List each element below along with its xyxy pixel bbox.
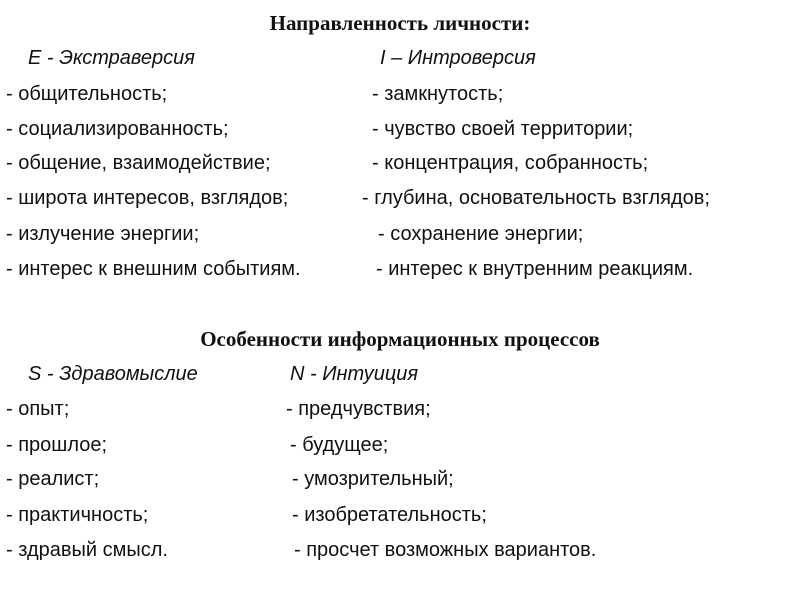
section1-left-item: - общение, взаимодействие; — [6, 152, 271, 174]
section2-left-item: - опыт; — [6, 398, 70, 420]
section1-left-header: E - Экстраверсия — [28, 47, 195, 69]
section2-right-item: - просчет возможных вариантов. — [294, 539, 597, 561]
section1-title: Направленность личности: — [269, 11, 531, 35]
section2-right-item: - изобретательность; — [292, 504, 487, 526]
section2-row — [0, 535, 800, 569]
section1-right-item: - замкнутость; — [372, 83, 504, 105]
section1-right-item: - концентрация, собранность; — [372, 152, 649, 174]
section2-title: Особенности информационных процессов — [200, 327, 600, 351]
section1-right-item: - глубина, основательность взглядов; — [362, 187, 710, 209]
section2-row — [0, 464, 800, 498]
section2-left-header: S - Здравомыслие — [28, 363, 198, 385]
section1-row — [0, 254, 800, 288]
section1-right-item: - чувство своей территории; — [372, 118, 634, 140]
section2-row — [0, 394, 800, 428]
section1-right-header: I – Интроверсия — [380, 47, 536, 69]
section1-left-item: - общительность; — [6, 83, 168, 105]
section2-left-item: - здравый смысл. — [6, 539, 168, 561]
section1-right-item: - интерес к внутренним реакциям. — [376, 258, 694, 280]
section2-right-header: N - Интуиция — [290, 363, 419, 385]
section1-row — [0, 79, 800, 113]
section2-right-item: - будущее; — [290, 434, 389, 456]
section2-right-item: - предчувствия; — [286, 398, 431, 420]
section1-row — [0, 219, 800, 253]
section2-left-item: - реалист; — [6, 468, 100, 490]
section1-left-item: - широта интересов, взглядов; — [6, 187, 289, 209]
section1-row — [0, 148, 800, 182]
section1-row — [0, 114, 800, 148]
section1-right-item: - сохранение энергии; — [378, 223, 584, 245]
section1-row — [0, 183, 800, 217]
section1-left-item: - излучение энергии; — [6, 223, 200, 245]
section1-left-item: - социализированность; — [6, 118, 229, 140]
section1-left-item: - интерес к внешним событиям. — [6, 258, 301, 280]
section2-row — [0, 500, 800, 534]
section2-row — [0, 430, 800, 464]
section2-left-item: - прошлое; — [6, 434, 108, 456]
section2-right-item: - умозрительный; — [292, 468, 454, 490]
section2-left-item: - практичность; — [6, 504, 149, 526]
